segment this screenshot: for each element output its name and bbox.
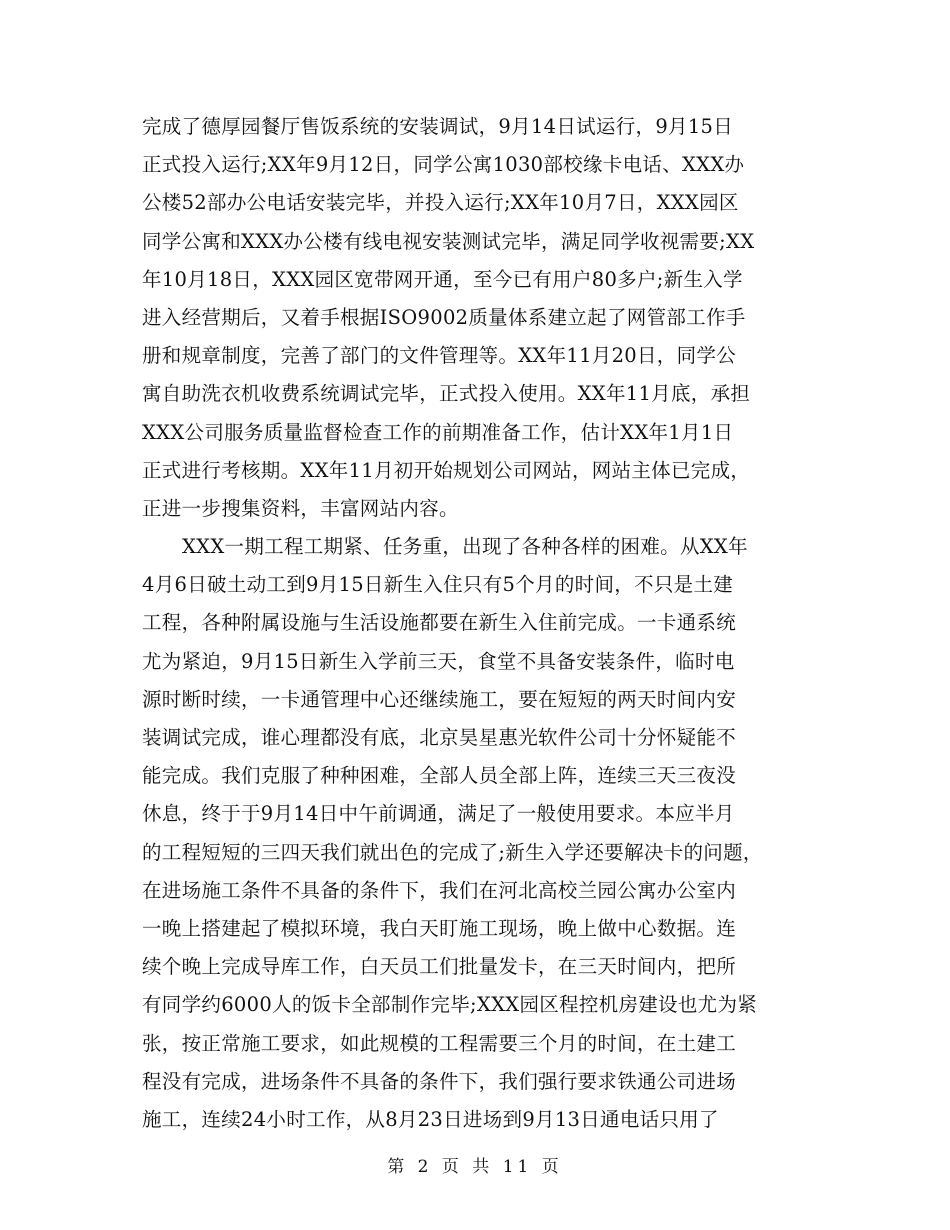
text-line: 工程，各种附属设施与生活设施都要在新生入住前完成。一卡通系统 [142, 611, 737, 635]
text-line: XXX公司服务质量监督检查工作的前期准备工作，估计XX年1月1日 [142, 420, 734, 444]
paragraph-start-line: XXX一期工程工期紧、任务重，出现了各种各样的困难。从XX年 [182, 535, 748, 559]
text-line: 进入经营期后，又着手根据ISO9002质量体系建立起了网管部工作手 [142, 305, 746, 329]
text-line: 册和规章制度，完善了部门的文件管理等。XX年11月20日，同学公 [142, 344, 736, 368]
body-text [142, 108, 802, 1139]
text-line: 源时断时续，一卡通管理中心还继续施工，要在短短的两天时间内安 [142, 687, 737, 711]
text-line: 一晚上搭建起了模拟环境，我白天盯施工现场，晚上做中心数据。连 [142, 916, 737, 940]
text-line: 公楼52部办公电话安装完毕，并投入运行;XX年10月7日，XXX园区 [142, 191, 739, 215]
text-line: 正式进行考核期。XX年11月初开始规划公司网站，网站主体已完成， [142, 458, 751, 482]
text-line: 张，按正常施工要求，如此规模的工程需要三个月的时间，在土建工 [142, 1031, 737, 1055]
text-line: 施工，连续24小时工作，从8月23日进场到9月13日通电话只用了 [142, 1107, 719, 1131]
text-line: 程没有完成，进场条件不具备的条件下，我们强行要求铁通公司进场 [142, 1069, 737, 1093]
text-line: 续个晚上完成导库工作，白天员工们批量发卡，在三天时间内，把所 [142, 955, 737, 979]
text-line: 在进场施工条件不具备的条件下，我们在河北高校兰园公寓办公室内 [142, 878, 737, 902]
page-footer: 第 2 页 共 11 页 [387, 1157, 563, 1177]
text-line: 能完成。我们克服了种种困难，全部人员全部上阵，连续三天三夜没 [142, 764, 737, 788]
text-line: 同学公寓和XXX办公楼有线电视安装测试完毕，满足同学收视需要;XX [142, 229, 755, 253]
text-line: 装调试完成，谁心理都没有底，北京昊星惠光软件公司十分怀疑能不 [142, 726, 737, 749]
text-line: 正式投入运行;XX年9月12日，同学公寓1030部校缘卡电话、XXX办 [142, 153, 745, 177]
text-line: 有同学约6000人的饭卡全部制作完毕;XXX园区程控机房建设也尤为紧 [142, 993, 758, 1017]
text-line: 的工程短短的三四天我们就出色的完成了;新生入学还要解决卡的问题， [142, 840, 763, 864]
text-line: 尤为紧迫，9月15日新生入学前三天，食堂不具备安装条件，临时电 [142, 649, 735, 673]
text-line: 完成了德厚园餐厅售饭系统的安装调试，9月14日试运行，9月15日 [142, 115, 734, 138]
text-line: 正进一步搜集资料，丰富网站内容。 [142, 496, 459, 520]
text-line: 休息，终于于9月14日中午前调通，满足了一般使用要求。本应半月 [142, 802, 735, 826]
text-line: 4月6日破土动工到9月15日新生入住只有5个月的时间，不只是土建 [142, 573, 734, 597]
text-line: 寓自助洗衣机收费系统调试完毕，正式投入使用。XX年11月底，承担 [142, 382, 751, 406]
text-line: 年10月18日，XXX园区宽带网开通，至今已有用户80多户;新生入学 [142, 267, 743, 291]
